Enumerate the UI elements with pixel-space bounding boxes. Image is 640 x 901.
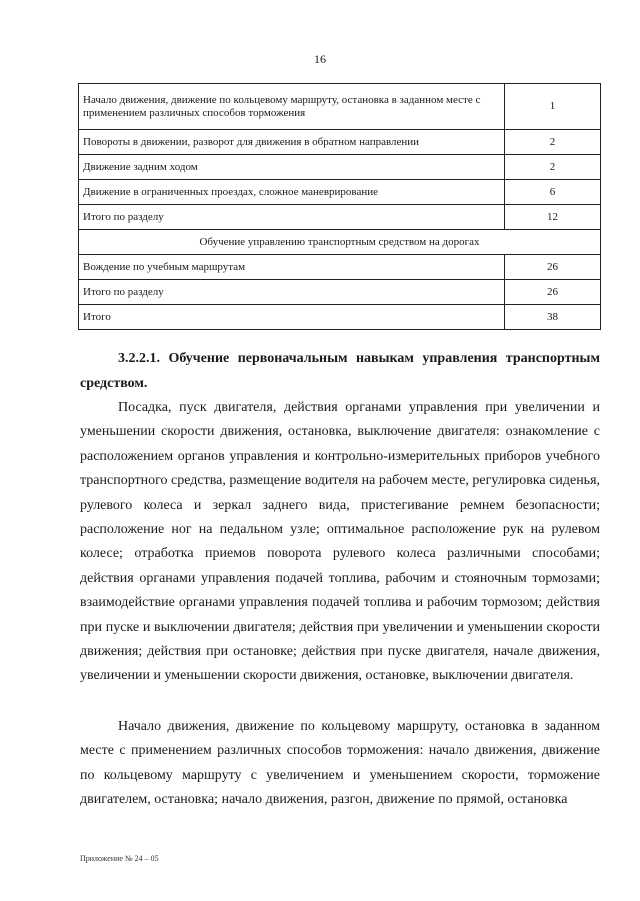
row-hours: 26 [505, 255, 601, 280]
row-label: Повороты в движении, разворот для движения в обратном направлении [79, 130, 505, 155]
body-paragraph: Посадка, пуск двигателя, действия органами управления при увеличении и уменьшении скорости движения, остановка, выключение двигателя: ознакомление с расположением органов управления и контрольно-измерительных приборов учебного транспортного средства, размещение водителя на рабочем месте, регулировка сиденья, рулевого колеса и зеркал заднего вида, пристегивание ремнем безопасности; расположение ног на педальном узле; оптимальное расположение рук на рулевом колесе; отработка приемов поворота рулевого колеса различными способами; действия органами управления подачей топлива, рабочим и стояночным тормозами; взаимодействие органами управления подачей топлива и рабочим тормозом; действия при пуске и выключении двигателя; действия при увеличении и уменьшении скорости движения; действия при остановке; действия при пуске двигателя, начале движения, увеличении и уменьшении скорости движения, остановке, выключении двигателя. [80, 400, 601, 684]
row-hours: 6 [505, 180, 601, 205]
row-label: Движение задним ходом [79, 155, 505, 180]
section-title: Обучение управлению транспортным средством на дорогах [79, 230, 601, 255]
section-row [79, 230, 601, 255]
page-number: 16 [314, 52, 326, 66]
row-hours: 2 [505, 155, 601, 180]
row-hours: 1 [505, 84, 601, 130]
row-label: Движение в ограниченных проездах, сложное маневрирование [79, 180, 505, 205]
table-row [79, 255, 601, 280]
page-footer: Приложение № 24 – 05 [80, 854, 159, 863]
row-hours: 2 [505, 130, 601, 155]
row-label: Итого [79, 305, 505, 330]
table-row [79, 155, 601, 180]
row-hours: 26 [505, 280, 601, 305]
table-row [79, 130, 601, 155]
section-heading: 3.2.2.1. Обучение первоначальным навыкам управления транспортным средством. [80, 351, 600, 391]
row-label: Начало движения, движение по кольцевому маршруту, остановка в заданном месте с применением различных способов торможения [79, 84, 505, 130]
table-row [79, 305, 601, 330]
hours-table [78, 83, 601, 330]
table-row [79, 205, 601, 230]
row-label: Итого по разделу [79, 205, 505, 230]
body-paragraph: Начало движения, движение по кольцевому маршруту, остановка в заданном месте с применением различных способов торможения: начало движения, движение по кольцевому маршруту с увеличением и уменьшением скорости, торможение двигателем, остановка; начало движения, разгон, движение по прямой, остановка [80, 719, 600, 808]
row-label: Вождение по учебным маршрутам [79, 255, 505, 280]
row-label: Итого по разделу [79, 280, 505, 305]
row-hours: 12 [505, 205, 601, 230]
table-row [79, 280, 601, 305]
row-hours: 38 [505, 305, 601, 330]
table-row [79, 84, 601, 130]
table-row [79, 180, 601, 205]
